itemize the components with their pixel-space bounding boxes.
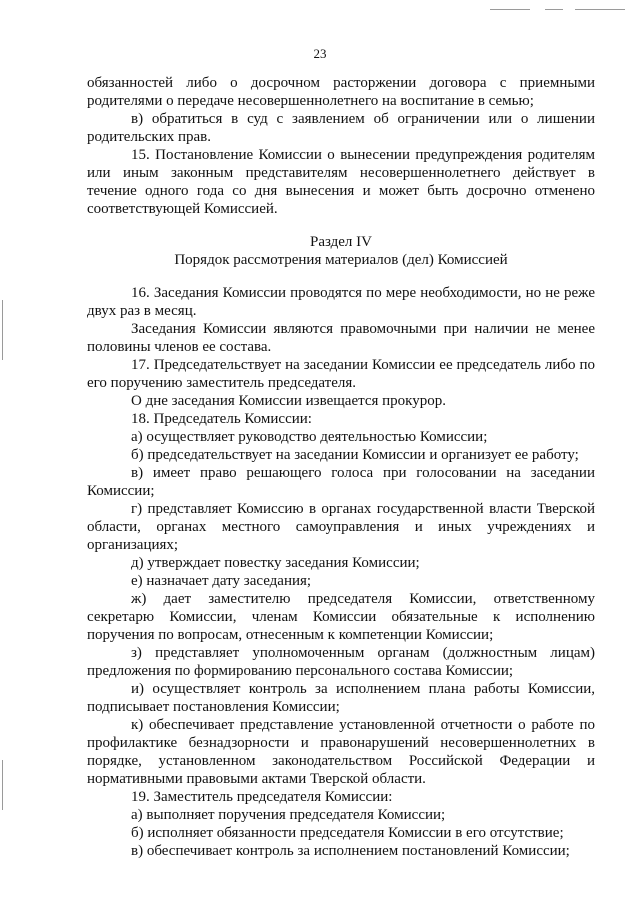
list-item: к) обеспечивает представление установленной отчетности о работе по профилактике безнадзорности и правонарушений несовершеннолетних в порядке, установленном законодательством Российской Федерации и нормативными правовыми актами Тверской области.: [87, 717, 595, 787]
section-title: Раздел IV: [309, 234, 372, 250]
list-item: д) утверждает повестку заседания Комиссии;: [131, 555, 420, 571]
list-item: и) осуществляет контроль за исполнением плана работы Комиссии, подписывает постановления Комиссии;: [87, 681, 595, 715]
scan-mark-top: [575, 9, 625, 10]
paragraph: обязанностей либо о досрочном расторжении договора с приемными родителями о передаче несовершеннолетнего на воспитание в семью;: [87, 75, 595, 109]
paragraph: 17. Председательствует на заседании Комиссии ее председатель либо по его поручению заместитель председателя.: [87, 357, 595, 391]
paragraph: 15. Постановление Комиссии о вынесении предупреждения родителям или иным законным представителям несовершеннолетнего действует в течение одного года со дня вынесения и может быть досрочно отменено соответствующей Комиссией.: [87, 147, 595, 217]
paragraph: 18. Председатель Комиссии:: [131, 411, 312, 427]
list-item: б) исполняет обязанности председателя Комиссии в его отсутствие;: [131, 825, 564, 841]
list-item: ж) дает заместителю председателя Комиссии, ответственному секретарю Комиссии, членам Комиссии обязательные к исполнению поручения по вопросам, отнесенным к компетенции Комиссии;: [87, 591, 595, 643]
list-item: а) выполняет поручения председателя Комиссии;: [131, 807, 446, 823]
page-number: 23: [313, 46, 327, 61]
list-item: з) представляет уполномоченным органам (должностным лицам) предложения по формированию персонального состава Комиссии;: [87, 645, 595, 679]
list-item: в) имеет право решающего голоса при голосовании на заседании Комиссии;: [87, 465, 595, 499]
paragraph: 19. Заместитель председателя Комиссии:: [131, 789, 393, 805]
paragraph: в) обратиться в суд с заявлением об ограничении или о лишении родительских прав.: [87, 111, 595, 145]
paragraph: Заседания Комиссии являются правомочными при наличии не менее половины членов ее состава.: [87, 321, 595, 355]
scan-mark-left: [2, 760, 3, 810]
document-body: [87, 74, 595, 860]
scan-mark-top: [490, 9, 530, 10]
list-item: б) председательствует на заседании Комиссии и организует ее работу;: [131, 447, 579, 463]
list-item: а) осуществляет руководство деятельностью Комиссии;: [131, 429, 488, 445]
scan-mark-left: [2, 300, 3, 360]
list-item: в) обеспечивает контроль за исполнением постановлений Комиссии;: [131, 843, 570, 859]
paragraph: 16. Заседания Комиссии проводятся по мере необходимости, но не реже двух раз в месяц.: [87, 285, 595, 319]
paragraph: О дне заседания Комиссии извещается прокурор.: [131, 393, 447, 409]
section-subtitle: Порядок рассмотрения материалов (дел) Комиссией: [174, 252, 508, 268]
scan-mark-top: [545, 9, 563, 10]
list-item: г) представляет Комиссию в органах государственной власти Тверской области, органах местного самоуправления и иных учреждениях и организациях;: [87, 501, 595, 553]
list-item: е) назначает дату заседания;: [131, 573, 312, 589]
